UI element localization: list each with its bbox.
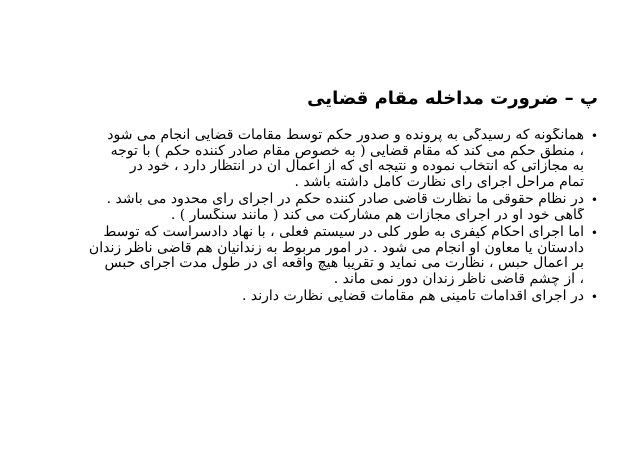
bullet-line: گاهی خود او در اجرای مجازات هم مشارکت می کند ( مانند سنگسار ) . xyxy=(170,207,584,223)
bullet-line: همانگونه که رسیدگی به پرونده و صدور حکم توسط مقامات قضایی انجام می شود xyxy=(107,128,584,143)
bullet-marker: • xyxy=(590,129,598,143)
bullet-line: در اجرای اقدامات تامینی هم مقامات قضایی نظارت دارند . xyxy=(241,289,584,304)
bullet-line: بر اعمال حبس ، نظارت می نماید و تقریبا هیچ واقعه ای در طول مدت اجرای حبس xyxy=(104,256,584,271)
bullet-marker: • xyxy=(590,290,598,304)
bullet-item xyxy=(38,225,598,287)
slide-title: پ – ضرورت مداخله مقام قضایی xyxy=(307,88,598,109)
bullet-line: اما اجرای احکام کیفری به طور کلی در سیستم فعلی ، با نهاد دادسراست که توسط xyxy=(103,225,584,240)
bullet-line: دادستان یا معاون او انجام می شود . در امور مربوط به زندانیان هم قاضی ناظر زندان xyxy=(88,240,584,256)
bullet-marker: • xyxy=(590,226,598,240)
bullet-item xyxy=(38,128,598,190)
bullet-item xyxy=(38,289,598,305)
bullet-item xyxy=(38,192,598,223)
bullet-line: تمام مراحل اجرای رای نظارت کامل داشته باشد . xyxy=(294,174,584,190)
bullet-line: ، منطق حکم می کند که مقام قضایی ( به خصوص مقام صادر کننده حکم ) با توجه xyxy=(110,143,584,159)
bullet-list xyxy=(38,128,598,307)
bullet-marker: • xyxy=(590,193,598,207)
bullet-line: ، از چشم قاضی ناظر زندان دور نمی ماند . xyxy=(333,271,584,287)
bullet-line: در نظام حقوقی ما نظارت قاضی صادر کننده حکم در اجرای رای محدود می باشد . xyxy=(106,192,584,207)
bullet-line: به مجازاتی که انتخاب نموده و نتیجه ای که از اعمال آن در انتظار دارد ، خود در xyxy=(129,159,584,174)
